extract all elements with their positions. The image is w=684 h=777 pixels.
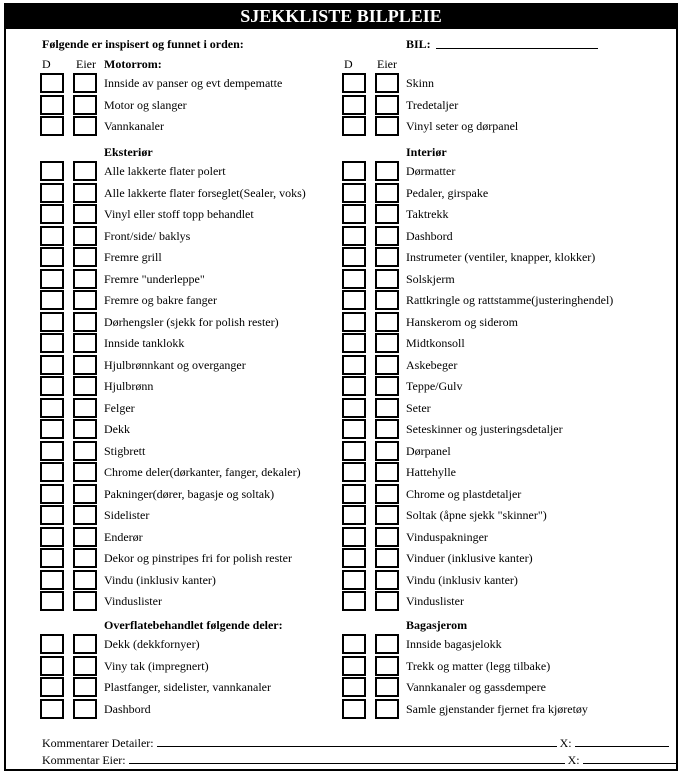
- checklist-item-label: Enderør: [104, 529, 143, 544]
- checkbox-d[interactable]: [342, 269, 366, 289]
- col-eier-left: Eier: [76, 57, 96, 71]
- checkbox-d[interactable]: [40, 634, 64, 654]
- comment-eier: [42, 752, 677, 767]
- checkbox-eier[interactable]: [73, 699, 97, 719]
- checklist-item-label: Hjulbrønnkant og overganger: [104, 357, 246, 372]
- checklist-item-label: Alle lakkerte flater forseglet(Sealer, voks): [104, 185, 306, 200]
- checkbox-d[interactable]: [40, 548, 64, 568]
- checkbox-d[interactable]: [342, 183, 366, 203]
- checklist-item-label: Vinyl eller stoff topp behandlet: [104, 207, 254, 221]
- checkbox-eier[interactable]: [73, 441, 97, 461]
- comment-detailer-label: Kommentarer Detailer:: [42, 736, 154, 750]
- checklist-item-label: Rattkringle og rattstamme(justeringhendel): [406, 293, 614, 307]
- checkbox-d[interactable]: [40, 462, 64, 482]
- checkbox-d[interactable]: [40, 699, 64, 719]
- col-d-left: D: [42, 57, 51, 71]
- checklist-item-label: Chrome deler(dørkanter, fanger, dekaler): [104, 465, 301, 479]
- checkbox-eier[interactable]: [73, 333, 97, 353]
- checklist-item-label: Dashbord: [104, 701, 151, 716]
- checkbox-eier[interactable]: [73, 570, 97, 590]
- checklist-item-label: Vinduslister: [104, 594, 162, 608]
- checkbox-d[interactable]: [40, 376, 64, 396]
- checkbox-eier[interactable]: [375, 570, 399, 590]
- checklist-item-label: Dekk (dekkfornyer): [104, 637, 200, 651]
- checkbox-eier[interactable]: [73, 247, 97, 267]
- checkbox-eier[interactable]: [375, 269, 399, 289]
- checkbox-eier[interactable]: [375, 95, 399, 115]
- checklist-item-label: Skinn: [406, 76, 435, 90]
- checkbox-d[interactable]: [40, 269, 64, 289]
- checkbox-eier[interactable]: [375, 333, 399, 353]
- checkbox-d[interactable]: [342, 247, 366, 267]
- checkbox-d[interactable]: [40, 677, 64, 697]
- checkbox-d[interactable]: [40, 527, 64, 547]
- right-section-heading-2: Bagasjerom: [406, 618, 468, 632]
- checklist-item-label: Innside tanklokk: [104, 336, 185, 350]
- checkbox-eier[interactable]: [375, 677, 399, 697]
- checklist-item-label: Vannkanaler og gassdempere: [406, 680, 546, 694]
- checkbox-eier[interactable]: [375, 116, 399, 136]
- checklist-item-label: Vinduspakninger: [406, 529, 488, 544]
- checkbox-d[interactable]: [342, 398, 366, 418]
- eier-signature-field[interactable]: [583, 752, 677, 764]
- checkbox-eier[interactable]: [375, 656, 399, 676]
- checkbox-eier[interactable]: [375, 183, 399, 203]
- checklist-item-label: Soltak (åpne sjekk "skinner"): [406, 508, 547, 522]
- checkbox-eier[interactable]: [375, 161, 399, 181]
- checkbox-eier[interactable]: [73, 226, 97, 246]
- checkbox-eier[interactable]: [375, 73, 399, 93]
- checkbox-d[interactable]: [342, 699, 366, 719]
- checkbox-d[interactable]: [40, 484, 64, 504]
- checkbox-d[interactable]: [342, 634, 366, 654]
- checklist-item-label: Fremre "underleppe": [104, 271, 205, 286]
- checkbox-d[interactable]: [40, 247, 64, 267]
- checkbox-eier[interactable]: [73, 462, 97, 482]
- checklist-item-label: Seter: [406, 400, 431, 415]
- checkbox-d[interactable]: [342, 527, 366, 547]
- checkbox-d[interactable]: [40, 570, 64, 590]
- checkbox-eier[interactable]: [73, 95, 97, 115]
- checklist-item-label: Taktrekk: [406, 207, 449, 221]
- checkbox-d[interactable]: [342, 161, 366, 181]
- checklist-item-label: Solskjerm: [406, 271, 455, 286]
- checkbox-d[interactable]: [342, 95, 366, 115]
- left-section-heading-2: Overflatebehandlet følgende deler:: [104, 618, 283, 632]
- checkbox-d[interactable]: [40, 204, 64, 224]
- checklist-item-label: Dekk: [104, 422, 130, 436]
- checkbox-d[interactable]: [342, 204, 366, 224]
- detailer-signature-field[interactable]: [575, 735, 669, 747]
- checkbox-d[interactable]: [40, 290, 64, 310]
- checklist-item-label: Vinduslister: [406, 594, 464, 608]
- checkbox-d[interactable]: [40, 226, 64, 246]
- left-section-heading-1: Eksteriør: [104, 145, 153, 159]
- checkbox-eier[interactable]: [73, 73, 97, 93]
- comment-eier-label: Kommentar Eier:: [42, 753, 126, 767]
- checkbox-eier[interactable]: [375, 376, 399, 396]
- checkbox-eier[interactable]: [73, 484, 97, 504]
- checklist-item-label: Innside bagasjelokk: [406, 637, 502, 651]
- checklist-item-label: Vannkanaler: [104, 119, 164, 133]
- checkbox-d[interactable]: [40, 505, 64, 525]
- checklist-item-label: Samle gjenstander fjernet fra kjøretøy: [406, 701, 588, 716]
- checkbox-d[interactable]: [342, 312, 366, 332]
- checkbox-d[interactable]: [40, 333, 64, 353]
- comment-detailer-x: X:: [559, 736, 572, 750]
- checklist-item-label: Teppe/Gulv: [406, 379, 463, 393]
- checkbox-d[interactable]: [342, 376, 366, 396]
- checkbox-d[interactable]: [342, 441, 366, 461]
- checklist-item-label: Viny tak (impregnert): [104, 658, 209, 673]
- checkbox-d[interactable]: [40, 419, 64, 439]
- checkbox-d[interactable]: [40, 73, 64, 93]
- col-d-right: D: [344, 57, 353, 71]
- checkbox-eier[interactable]: [73, 656, 97, 676]
- comment-eier-x: X:: [567, 753, 580, 767]
- checklist-item-label: Front/side/ baklys: [104, 228, 191, 243]
- comment-detailer-field[interactable]: [157, 735, 557, 747]
- checkbox-eier[interactable]: [375, 441, 399, 461]
- checkbox-eier[interactable]: [73, 312, 97, 332]
- intro-text: Følgende er inspisert og funnet i orden:: [42, 37, 244, 51]
- checkbox-eier[interactable]: [375, 462, 399, 482]
- comment-eier-field[interactable]: [129, 752, 565, 764]
- checklist-item-label: Vinyl seter og dørpanel: [406, 119, 519, 133]
- checklist-item-label: Pakninger(dører, bagasje og soltak): [104, 486, 275, 501]
- checkbox-d[interactable]: [40, 591, 64, 611]
- checkbox-d[interactable]: [40, 355, 64, 375]
- checkbox-eier[interactable]: [375, 247, 399, 267]
- checklist-item-label: Dørmatter: [406, 164, 456, 178]
- checkbox-d[interactable]: [342, 656, 366, 676]
- checkbox-eier[interactable]: [73, 376, 97, 396]
- checkbox-eier[interactable]: [375, 548, 399, 568]
- checkbox-eier[interactable]: [375, 527, 399, 547]
- checklist-item-label: Midtkonsoll: [406, 336, 465, 350]
- checklist-item-label: Fremre grill: [104, 250, 162, 264]
- checklist-item-label: Dekor og pinstripes fri for polish rester: [104, 551, 292, 565]
- checklist-item-label: Stigbrett: [104, 443, 146, 458]
- checkbox-eier[interactable]: [73, 677, 97, 697]
- checkbox-eier[interactable]: [375, 591, 399, 611]
- checkbox-d[interactable]: [342, 355, 366, 375]
- checkbox-eier[interactable]: [375, 505, 399, 525]
- checkbox-eier[interactable]: [73, 116, 97, 136]
- checkbox-d[interactable]: [342, 505, 366, 525]
- checklist-item-label: Vinduer (inklusive kanter): [406, 551, 533, 565]
- checkbox-eier[interactable]: [375, 419, 399, 439]
- checkbox-d[interactable]: [40, 312, 64, 332]
- checkbox-eier[interactable]: [73, 290, 97, 310]
- checklist-item-label: Chrome og plastdetaljer: [406, 486, 522, 501]
- checkbox-eier[interactable]: [375, 634, 399, 654]
- checkbox-eier[interactable]: [73, 161, 97, 181]
- checkbox-d[interactable]: [40, 441, 64, 461]
- checkbox-d[interactable]: [342, 677, 366, 697]
- checklist-item-label: Motor og slanger: [104, 97, 187, 112]
- col-eier-right: Eier: [377, 57, 397, 71]
- checkbox-d[interactable]: [342, 548, 366, 568]
- checklist-item-label: Felger: [104, 400, 135, 415]
- checkbox-eier[interactable]: [73, 527, 97, 547]
- right-section-heading-1: Interiør: [406, 145, 447, 159]
- checkbox-eier[interactable]: [73, 548, 97, 568]
- checkbox-d[interactable]: [342, 290, 366, 310]
- checkbox-eier[interactable]: [73, 634, 97, 654]
- checklist-item-label: Dashbord: [406, 228, 453, 243]
- checkbox-eier[interactable]: [375, 484, 399, 504]
- checklist-item-label: Hjulbrønn: [104, 379, 154, 393]
- checkbox-eier[interactable]: [375, 312, 399, 332]
- comment-detailer: [42, 735, 669, 750]
- checkbox-eier[interactable]: [375, 699, 399, 719]
- checkbox-d[interactable]: [40, 398, 64, 418]
- checklist-item-label: Innside av panser og evt dempematte: [104, 76, 283, 90]
- checkbox-eier[interactable]: [73, 204, 97, 224]
- checkbox-d[interactable]: [342, 333, 366, 353]
- checkbox-eier[interactable]: [73, 591, 97, 611]
- checklist-item-label: Pedaler, girspake: [406, 185, 489, 200]
- checkbox-d[interactable]: [40, 656, 64, 676]
- checkbox-eier[interactable]: [73, 398, 97, 418]
- checkbox-eier[interactable]: [375, 290, 399, 310]
- checklist-item-label: Trekk og matter (legg tilbake): [406, 658, 551, 673]
- page-title: SJEKKLISTE BILPLEIE: [4, 3, 678, 29]
- checklist-item-label: Dørhengsler (sjekk for polish rester): [104, 314, 279, 329]
- checklist-item-label: Hattehylle: [406, 465, 456, 479]
- bil-field[interactable]: [436, 37, 598, 49]
- checklist-item-label: Hanskerom og siderom: [406, 314, 518, 329]
- checklist-item-label: Plastfanger, sidelister, vannkanaler: [104, 680, 271, 694]
- checkbox-d[interactable]: [342, 419, 366, 439]
- checkbox-d[interactable]: [342, 73, 366, 93]
- checkbox-eier[interactable]: [375, 204, 399, 224]
- checkbox-d[interactable]: [342, 116, 366, 136]
- checklist-item-label: Instrumeter (ventiler, knapper, klokker): [406, 250, 596, 264]
- checklist-item-label: Tredetaljer: [406, 97, 459, 112]
- checklist-item-label: Seteskinner og justeringsdetaljer: [406, 422, 563, 436]
- checkbox-eier[interactable]: [375, 226, 399, 246]
- checkbox-d[interactable]: [342, 591, 366, 611]
- left-section-heading-0: Motorrom:: [104, 57, 162, 71]
- checkbox-eier[interactable]: [73, 505, 97, 525]
- checklist-item-label: Vindu (inklusiv kanter): [406, 572, 518, 587]
- checkbox-eier[interactable]: [375, 398, 399, 418]
- checkbox-eier[interactable]: [73, 419, 97, 439]
- checklist-item-label: Fremre og bakre fanger: [104, 293, 217, 307]
- checklist-item-label: Askebeger: [406, 357, 458, 372]
- checkbox-eier[interactable]: [73, 269, 97, 289]
- checkbox-d[interactable]: [342, 570, 366, 590]
- checklist-item-label: Alle lakkerte flater polert: [104, 164, 226, 178]
- checkbox-d[interactable]: [40, 183, 64, 203]
- checklist-item-label: Dørpanel: [406, 443, 451, 458]
- checkbox-d[interactable]: [40, 116, 64, 136]
- checklist-item-label: Sidelister: [104, 508, 150, 522]
- checkbox-eier[interactable]: [73, 355, 97, 375]
- bil-label: BIL:: [406, 37, 431, 51]
- checkbox-d[interactable]: [342, 484, 366, 504]
- checklist-item-label: Vindu (inklusiv kanter): [104, 572, 216, 587]
- checkbox-eier[interactable]: [375, 355, 399, 375]
- checkbox-d[interactable]: [342, 462, 366, 482]
- checkbox-d[interactable]: [40, 95, 64, 115]
- checkbox-eier[interactable]: [73, 183, 97, 203]
- checkbox-d[interactable]: [342, 226, 366, 246]
- checkbox-d[interactable]: [40, 161, 64, 181]
